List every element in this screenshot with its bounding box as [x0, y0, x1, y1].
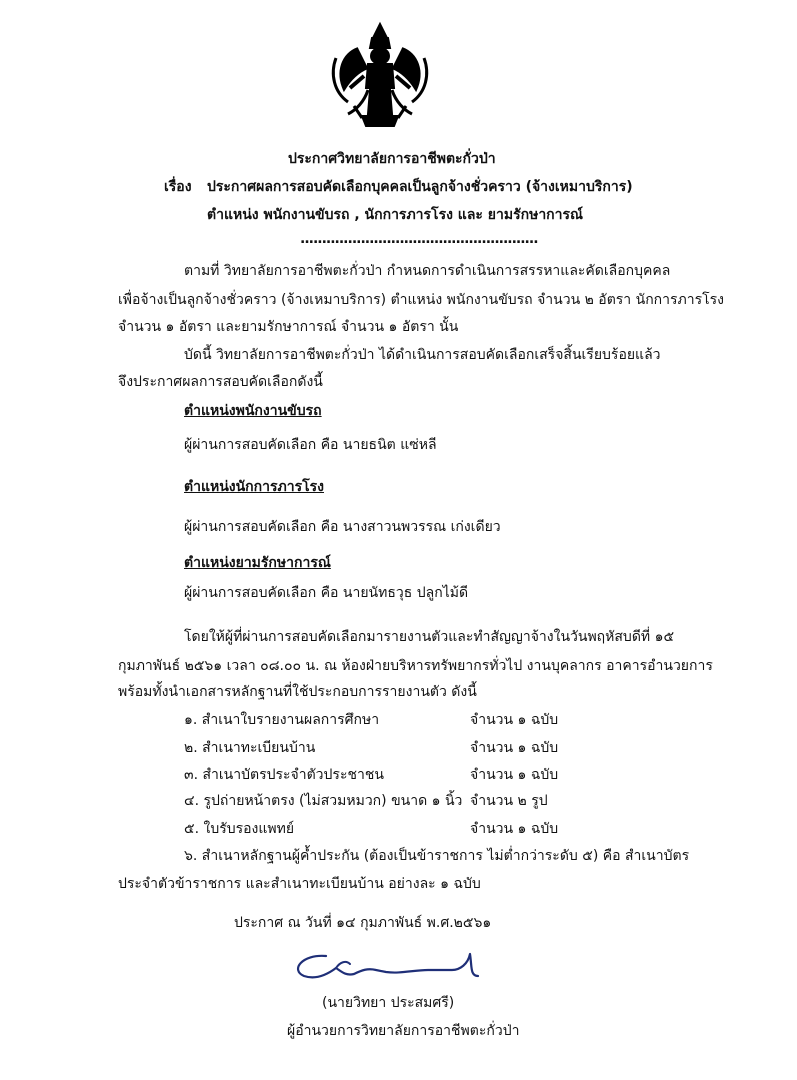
position-line: ตำแหน่ง พนักงานขับรถ , นักการภารโรง และ ยามรักษาการณ์ [207, 207, 584, 223]
intro-line-3: จำนวน ๑ อัตรา และยามรักษาการณ์ จำนวน ๑ อัตรา นั้น [118, 319, 459, 335]
document-item-6: ๖. สำเนาหลักฐานผู้ค้ำประกัน (ต้องเป็นข้าราชการ ไม่ต่ำกว่าระดับ ๕) คือ สำเนาบัตร [184, 848, 690, 864]
signer-name: (นายวิทยา ประสมศรี) [322, 995, 455, 1011]
document-item-1: ๑. สำเนาใบรายงานผลการศึกษา [184, 712, 380, 728]
result-detail-guard: ผู้ผ่านการสอบคัดเลือก คือ นายนัทธวุธ ปลูกไม้ดี [184, 585, 469, 601]
report-line-3: พร้อมทั้งนำเอกสารหลักฐานที่ใช้ประกอบการรายงานตัว ดังนี้ [118, 684, 477, 700]
garuda-emblem-icon [328, 18, 432, 130]
document-qty-2: จำนวน ๑ ฉบับ [470, 740, 559, 756]
document-item-2: ๒. สำเนาทะเบียนบ้าน [184, 740, 316, 756]
result-heading-driver: ตำแหน่งพนักงานขับรถ [184, 403, 322, 419]
separator: ....................................................... [300, 231, 538, 247]
document-item-3: ๓. สำเนาบัตรประจำตัวประชาชน [184, 767, 384, 783]
document-item-6-cont: ประจำตัวข้าราชการ และสำเนาทะเบียนบ้าน อย่างละ ๑ ฉบับ [118, 876, 481, 892]
announcement-date: ประกาศ ณ วันที่ ๑๔ กุมภาพันธ์ พ.ศ.๒๕๖๑ [234, 915, 492, 931]
result-heading-janitor: ตำแหน่งนักการภารโรง [184, 479, 324, 495]
handwritten-signature-icon [282, 944, 502, 986]
intro-line-2: เพื่อจ้างเป็นลูกจ้างชั่วคราว (จ้างเหมาบริการ) ตำแหน่ง พนักงานขับรถ จำนวน ๒ อัตรา นักการภารโรง [118, 292, 725, 308]
result-detail-driver: ผู้ผ่านการสอบคัดเลือก คือ นายธนิต แซ่หลี [184, 437, 437, 453]
subject-label: เรื่อง [164, 179, 192, 195]
intro-line-5: จึงประกาศผลการสอบคัดเลือกดังนี้ [118, 374, 323, 390]
intro-line-1: ตามที่ วิทยาลัยการอาชีพตะกั่วป่า กำหนดการดำเนินการสรรหาและคัดเลือกบุคคล [184, 263, 671, 279]
document-qty-5: จำนวน ๑ ฉบับ [470, 821, 559, 837]
subject-text: ประกาศผลการสอบคัดเลือกบุคคลเป็นลูกจ้างชั่วคราว (จ้างเหมาบริการ) [207, 179, 633, 195]
document-item-4: ๔. รูปถ่ายหน้าตรง (ไม่สวมหมวก) ขนาด ๑ นิ้ว [184, 793, 463, 809]
document-qty-1: จำนวน ๑ ฉบับ [470, 712, 559, 728]
intro-line-4: บัดนี้ วิทยาลัยการอาชีพตะกั่วป่า ได้ดำเนินการสอบคัดเลือกเสร็จสิ้นเรียบร้อยแล้ว [184, 347, 661, 363]
result-heading-guard: ตำแหน่งยามรักษาการณ์ [184, 555, 331, 571]
document-qty-3: จำนวน ๑ ฉบับ [470, 767, 559, 783]
result-detail-janitor: ผู้ผ่านการสอบคัดเลือก คือ นางสาวนพวรรณ เก่งเดียว [184, 519, 501, 535]
document-item-5: ๕. ใบรับรองแพทย์ [184, 821, 295, 837]
report-line-2: กุมภาพันธ์ ๒๕๖๑ เวลา ๐๘.๐๐ น. ณ ห้องฝ่ายบริหารทรัพยากรทั่วไป งานบุคลากร อาคารอำนวยการ [118, 658, 713, 674]
signer-title: ผู้อำนวยการวิทยาลัยการอาชีพตะกั่วป่า [287, 1023, 520, 1039]
document-qty-4: จำนวน ๒ รูป [470, 793, 548, 809]
report-line-1: โดยให้ผู้ที่ผ่านการสอบคัดเลือกมารายงานตัวและทำสัญญาจ้างในวันพฤหัสบดีที่ ๑๕ [184, 629, 675, 645]
document-title: ประกาศวิทยาลัยการอาชีพตะกั่วป่า [288, 151, 496, 167]
